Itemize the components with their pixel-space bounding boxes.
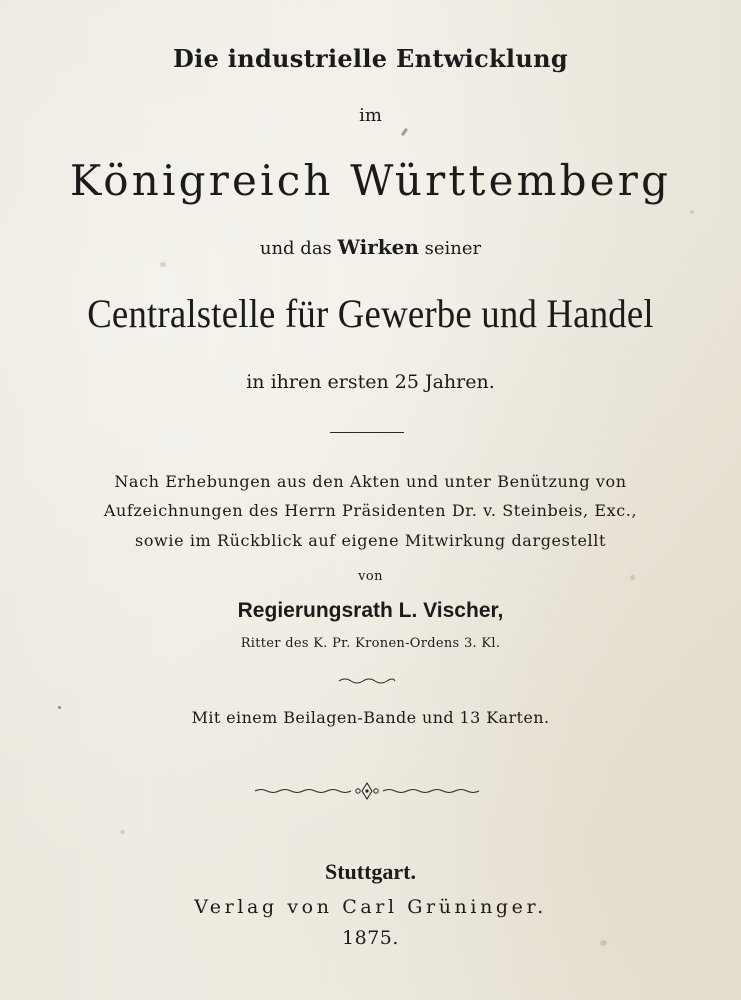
title-centralstelle: Centralstelle für Gewerbe und Handel	[87, 291, 654, 336]
title-divider-rule	[330, 432, 404, 433]
paper-stain	[600, 940, 607, 946]
title-line-im: im	[359, 105, 382, 126]
title-line-und	[0, 235, 741, 259]
title-line-1: Die industrielle Entwicklung	[173, 44, 568, 73]
paper-stain	[630, 575, 635, 580]
description-line-3: sowie im Rückblick auf eigene Mitwirkung dargestellt	[135, 531, 606, 550]
und-bold-word: Wirken	[337, 235, 419, 259]
publisher-line: Verlag von Carl Grüninger.	[194, 896, 547, 918]
paper-stain	[160, 262, 166, 267]
und-suffix: seiner	[418, 238, 482, 259]
ink-mark	[401, 128, 408, 136]
ornamental-divider	[251, 780, 483, 802]
author-name: Regierungsrath L. Vischer,	[237, 599, 504, 622]
und-prefix: und das	[259, 238, 338, 259]
author-title: Ritter des K. Pr. Kronen-Ordens 3. Kl.	[240, 636, 501, 651]
by-word: von	[358, 569, 383, 584]
paper-stain	[120, 830, 125, 834]
description-line-2: Aufzeichnungen des Herrn Präsidenten Dr. v. Steinbeis, Exc.,	[103, 501, 638, 520]
paper-stain	[58, 706, 61, 709]
publication-year: 1875.	[342, 927, 399, 949]
small-swash-ornament	[337, 676, 397, 686]
paper-stain	[690, 210, 694, 214]
description-line-1: Nach Erhebungen aus den Akten und unter Benützung von	[114, 472, 627, 491]
publication-city: Stuttgart.	[324, 859, 417, 884]
title-line-years: in ihren ersten 25 Jahren.	[246, 371, 495, 393]
title-kingdom: Königreich Württemberg	[69, 156, 672, 205]
supplement-note: Mit einem Beilagen-Bande und 13 Karten.	[191, 708, 550, 727]
